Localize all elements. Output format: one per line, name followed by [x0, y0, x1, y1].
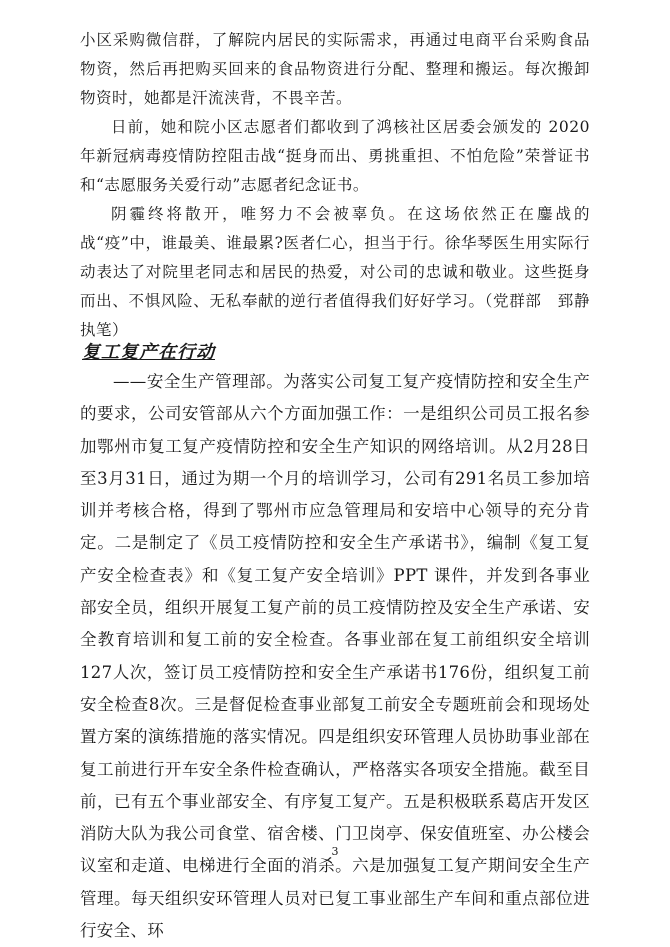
paragraph: 阴霾终将散开，唯努力不会被辜负。在这场依然正在鏖战的战“疫”中，谁最美、谁最累?医者仁心，担当于行。徐华琴医生用实际行动表达了对院里老同志和居民的热爱，对公司的忠诚和敬业。这些挺身而出、不惧风险、无私奉献的逆行者值得我们好好学习。（党群部 郅静执笔） — [80, 205, 590, 339]
article-body — [80, 366, 590, 947]
paragraph: ——安全生产管理部。为落实公司复工复产疫情防控和安全生产的要求，公司安管部从六个方面加强工作：一是组织公司员工报名参加鄂州市复工复产疫情防控和安全生产知识的网络培训。从2月28日至3月31日，通过为期一个月的培训学习，公司有291名员工参加培训并考核合格，得到了鄂州市应急管理局和安培中心领导的充分肯定。二是制定了《员工疫情防控和安全生产承诺书》，编制《复工复产安全检查表》和《复工复产安全培训》PPT 课件，并发到各事业部安全员，组织开展复工复产前的员工疫情防控及安全生产承诺、安全教育培训和复工前的安全检查。各事业部在复工前组织安全培训127人次，签订员工疫情防控和安全生产承诺书176份，组织复工前安全检查8次。三是督促检查事业部复工前安全专题班前会和现场处置方案的演练措施的落实情况。四是组织安环管理人员协助事业部在复工前进行开车安全条件检查确认，严格落实各项安全措施。截至目前，已有五个事业部安全、有序复工复产。五是积极联系葛店开发区消防大队为我公司食堂、宿舍楼、门卫岗亭、保安值班室、办公楼会议室和走道、电梯进行全面的消杀。六是加强复工复产期间安全生产管理。每天组织安环管理人员对已复工事业部生产车间和重点部位进行安全、环 — [80, 372, 590, 941]
paragraph: 小区采购微信群，了解院内居民的实际需求，再通过电商平台采购食品物资，然后再把购买回来的食品物资进行分配、整理和搬运。每次搬卸物资时，她都是汗流浃背，不畏辛苦。 — [80, 31, 590, 107]
page-number: 3 — [331, 845, 339, 858]
article-continuation — [80, 26, 590, 345]
paragraph: 日前，她和院小区志愿者们都收到了鸿核社区居委会颁发的 2020 年新冠病毒疫情防控阻击战“挺身而出、勇挑重担、不怕危险”荣誉证书和“志愿服务关爱行动”志愿者纪念证书。 — [80, 118, 590, 194]
section-heading: 复工复产在行动 — [82, 342, 215, 363]
